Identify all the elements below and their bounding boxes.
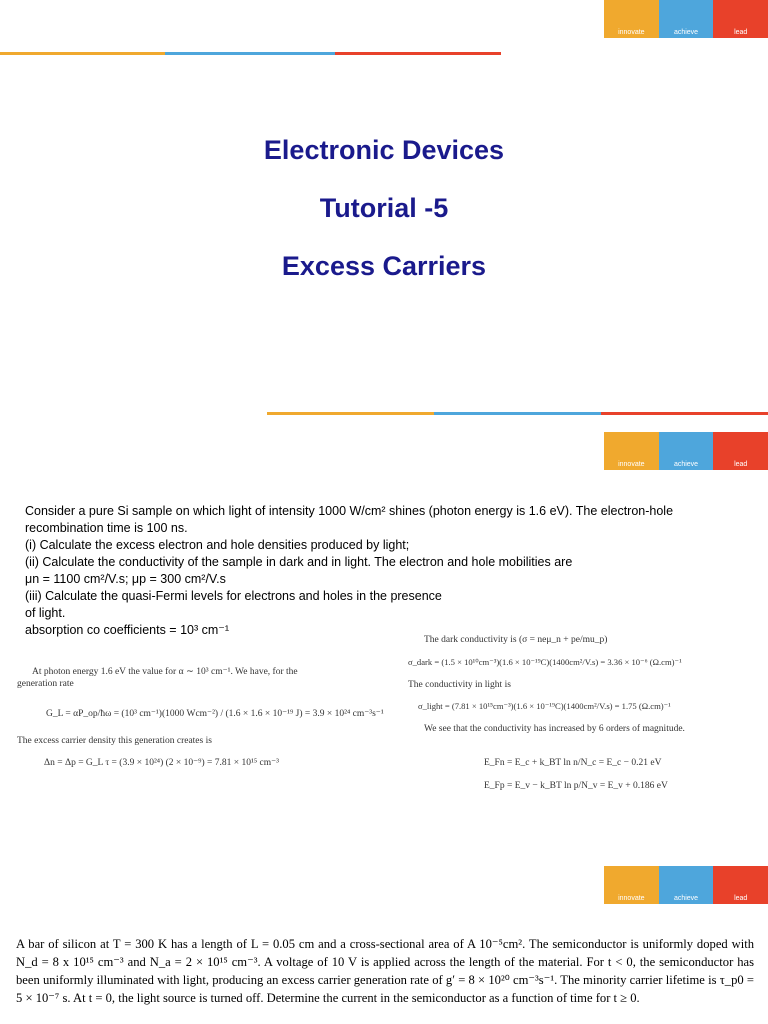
problem-slide-2 (0, 844, 768, 1024)
tutorial-number: Tutorial -5 (319, 193, 449, 223)
logo-segment-lead (713, 432, 768, 470)
bottom-rule-blue (434, 412, 601, 415)
excess-carrier-intro: The excess carrier density this generation creates is (17, 736, 212, 746)
course-title: Electronic Devices (263, 135, 505, 165)
logo-text-lead: lead (734, 461, 748, 468)
logo-text-innovate: innovate (618, 29, 645, 36)
logo-segment-innovate (604, 0, 659, 38)
logo-text-lead: lead (734, 29, 748, 36)
logo-text-achieve: achieve (673, 29, 699, 36)
silicon-bar-problem: A bar of silicon at T = 300 K has a length of L = 0.05 cm and a cross-sectional area of A 10⁻⁵cm². The semiconductor is uniformly doped with N_d = 8 x 10¹⁵ cm⁻³ and N_a = 2 × 10¹⁵ cm⁻³. A voltage of 10 V is applied across the length of the material. For t < 0, the semiconductor has been uniformly illuminated with light, producing an excess carrier generation rate of g′ = 8 × 10²⁰ cm⁻³s⁻¹. The minority carrier lifetime is τ_p0 = 5 × 10⁻⁷ s. At t = 0, the light source is turned off. Determine the current in the semiconductor as a function of time for t ≥ 0. (16, 937, 754, 1005)
problem-line: of light. (25, 606, 66, 620)
logo-text-innovate: innovate (618, 895, 645, 902)
quasi-fermi-hole-equation: E_Fp = E_v − k_BT ln p/N_v = E_v + 0.186 eV (484, 781, 668, 791)
logo-segment-lead (713, 866, 768, 904)
logo-text-achieve: achieve (673, 895, 699, 902)
bottom-rule-red (601, 412, 768, 415)
problem-line: (iii) Calculate the quasi-Fermi levels for electrons and holes in the presence (25, 589, 442, 603)
logo-segment-achieve (659, 0, 714, 38)
quasi-fermi-electron-equation: E_Fn = E_c + k_BT ln n/N_c = E_c − 0.21 eV (484, 758, 662, 768)
problem-statement (25, 503, 725, 639)
logo-segment-innovate (604, 866, 659, 904)
problem-line: (ii) Calculate the conductivity of the sample in dark and in light. The electron and hole mobilities are (25, 555, 573, 569)
problem-line: μn = 1100 cm²/V.s; μp = 300 cm²/V.s (25, 572, 226, 586)
generation-rate-equation: G_L = αP_op/ħω = (10³ cm⁻¹)(1000 Wcm⁻²) / (1.6 × 1.6 × 10⁻¹⁹ J) = 3.9 × 10²⁴ cm⁻³s⁻¹ (46, 709, 384, 719)
problem-slide-1 (0, 432, 768, 844)
conductivity-conclusion: We see that the conductivity has increased by 6 orders of magnitude. (424, 724, 685, 734)
logo-text-achieve: achieve (673, 461, 699, 468)
tutorial-topic: Excess Carriers (281, 251, 487, 281)
problem-line: (i) Calculate the excess electron and hole densities produced by light; (25, 538, 410, 552)
logo-text-lead: lead (734, 895, 748, 902)
logo-segment-innovate (604, 432, 659, 470)
problem-line: absorption co coefficients = 10³ cm⁻¹ (25, 623, 230, 637)
top-rule-orange (0, 52, 165, 55)
bottom-rule-orange (267, 412, 434, 415)
solution-intro-line: At photon energy 1.6 eV the value for α ∼ 10³ cm⁻¹. We have, for the (32, 667, 298, 677)
dark-conductivity-intro: The dark conductivity is (σ = neμ_n + pe/mu_p) (424, 635, 608, 645)
logo-segment-achieve (659, 866, 714, 904)
logo-text-innovate: innovate (618, 461, 645, 468)
top-rule-red (335, 52, 501, 55)
logo-segment-lead (713, 0, 768, 38)
problem-line: Consider a pure Si sample on which light of intensity 1000 W/cm² shines (photon energy is 1.6 eV). The electron-hole recombination time is 100 ns. (25, 504, 674, 535)
light-conductivity-equation: σ_light = (7.81 × 10¹⁵cm⁻³)(1.6 × 10⁻¹⁹C)(1400cm²/V.s) = 1.75 (Ω.cm)⁻¹ (418, 701, 671, 711)
light-conductivity-intro: The conductivity in light is (408, 680, 511, 690)
logo-band (604, 432, 768, 470)
excess-carrier-equation: Δn = Δp = G_L τ = (3.9 × 10²⁴) (2 × 10⁻⁹) = 7.81 × 10¹⁵ cm⁻³ (44, 758, 279, 768)
top-rule-blue (165, 52, 335, 55)
logo-segment-achieve (659, 432, 714, 470)
title-slide (0, 0, 768, 432)
dark-conductivity-equation: σ_dark = (1.5 × 10¹⁰cm⁻³)(1.6 × 10⁻¹⁹C)(1400cm²/V.s) = 3.36 × 10⁻⁶ (Ω.cm)⁻¹ (408, 657, 682, 667)
solution-intro-line: generation rate (17, 679, 74, 689)
logo-band (604, 0, 768, 38)
logo-band (604, 866, 768, 904)
